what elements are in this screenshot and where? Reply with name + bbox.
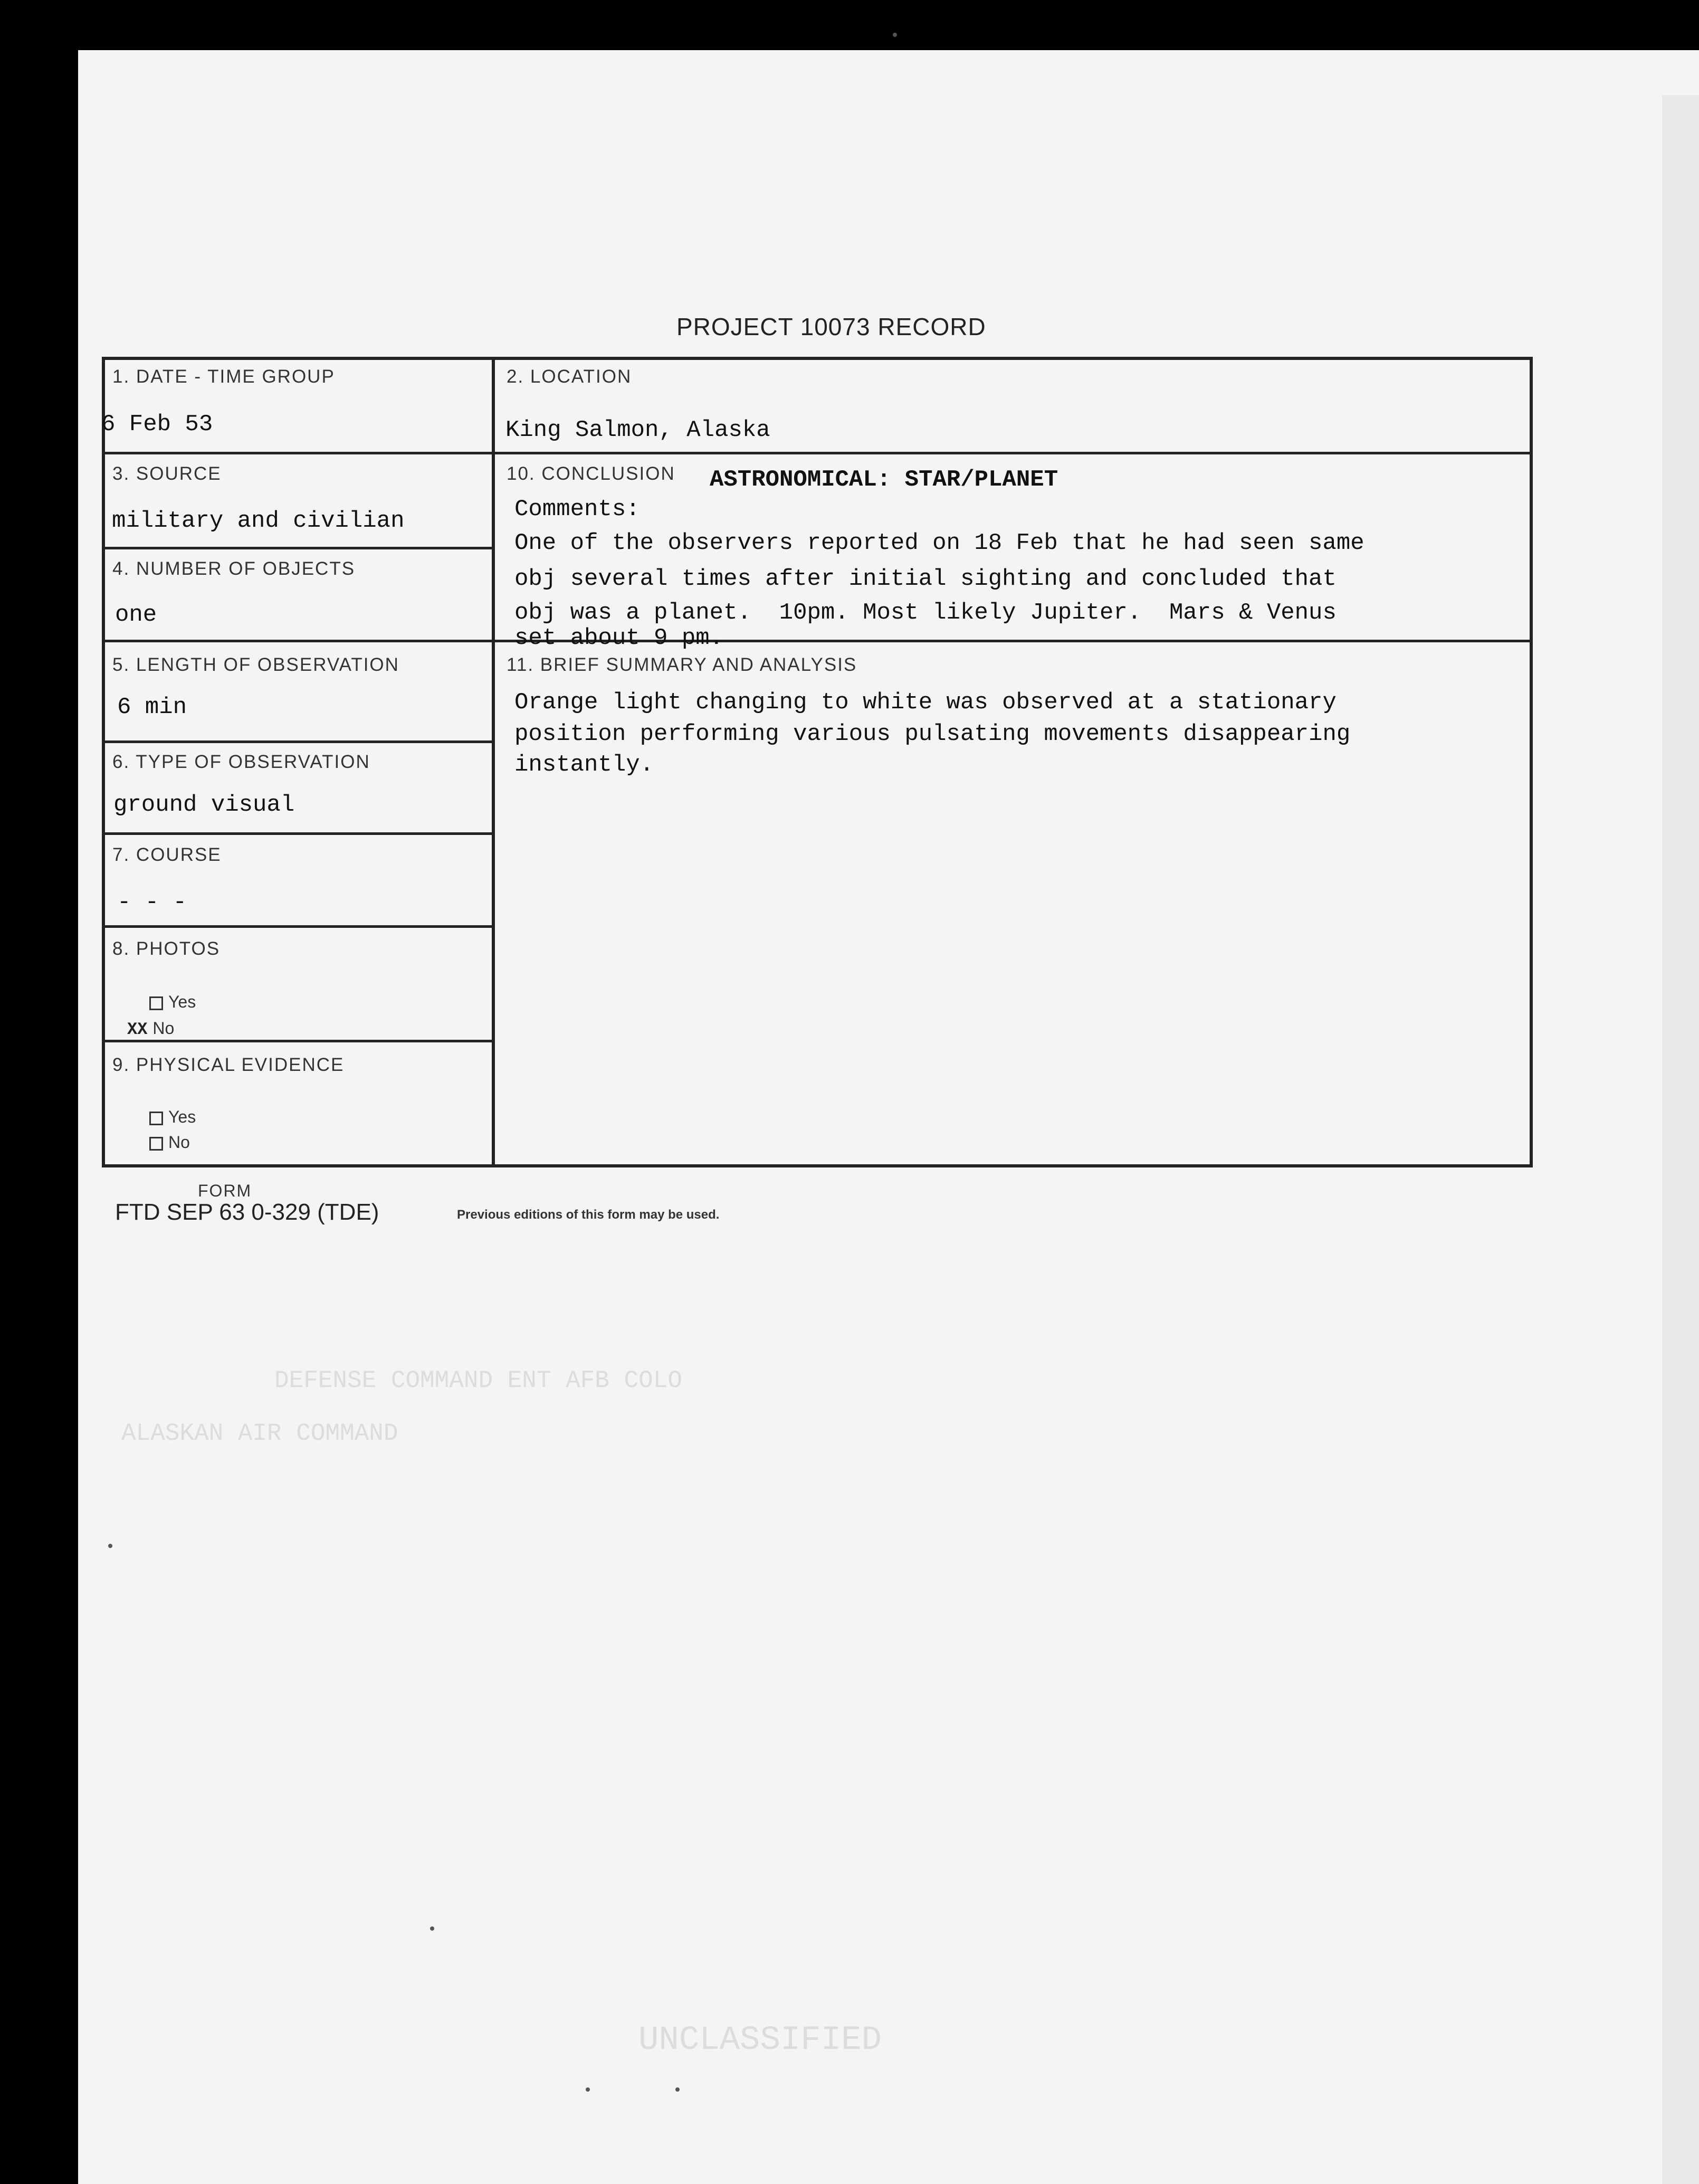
physical-evidence-yes-option [149, 1107, 196, 1127]
row-divider [102, 640, 1533, 642]
footer-form-id: FTD SEP 63 0-329 (TDE) [115, 1199, 379, 1225]
scan-speck [893, 33, 897, 37]
photos-yes-label: Yes [168, 992, 196, 1011]
row-divider [102, 925, 493, 928]
photos-no-option [127, 1019, 174, 1039]
comments-line-4: set about 9 pm. [514, 625, 724, 651]
row-divider [102, 1040, 493, 1042]
summary-line-1: Orange light changing to white was observed at a stationary [514, 689, 1337, 716]
conclusion-value: ASTRONOMICAL: STAR/PLANET [710, 467, 1058, 493]
number-of-objects-label: 4. NUMBER OF OBJECTS [112, 558, 356, 579]
row-divider [102, 832, 493, 835]
scan-speck [586, 2087, 590, 2092]
course-label: 7. COURSE [112, 844, 222, 865]
summary-line-2: position performing various pulsating movements disappearing [514, 721, 1351, 747]
row-divider [102, 452, 1533, 454]
comments-line-2: obj several times after initial sighting and concluded that [514, 566, 1337, 592]
photos-yes-checkbox [149, 996, 163, 1010]
row-divider [102, 547, 493, 549]
scan-speck [675, 2087, 680, 2092]
scan-speck [430, 1926, 434, 1931]
physical-evidence-no-label: No [168, 1133, 190, 1152]
photos-label: 8. PHOTOS [112, 938, 221, 959]
photos-no-label: No [152, 1019, 175, 1038]
course-value: - - - [117, 889, 187, 916]
source-value: military and civilian [112, 508, 405, 534]
physical-evidence-label: 9. PHYSICAL EVIDENCE [112, 1055, 345, 1075]
length-of-observation-value: 6 min [117, 694, 187, 720]
physical-evidence-no-checkbox [149, 1137, 163, 1151]
physical-evidence-yes-checkbox [149, 1112, 163, 1125]
comments-line-1: One of the observers reported on 18 Feb that he had seen same [514, 530, 1364, 556]
underlying-sheet-edge [1662, 95, 1699, 2184]
form-title: PROJECT 10073 RECORD [676, 313, 986, 340]
photos-yes-option [149, 992, 196, 1012]
type-of-observation-value: ground visual [113, 792, 295, 818]
ghost-line-3: UNCLASSIFIED [638, 2021, 882, 2059]
photos-no-mark: XX [127, 1020, 148, 1039]
footer-form-word: FORM [198, 1181, 252, 1200]
comments-heading: Comments: [514, 496, 640, 523]
physical-evidence-yes-label: Yes [168, 1107, 196, 1126]
summary-label: 11. BRIEF SUMMARY AND ANALYSIS [507, 654, 857, 675]
type-of-observation-label: 6. TYPE OF OBSERVATION [112, 752, 370, 772]
footer-note: Previous editions of this form may be used. [457, 1208, 720, 1222]
ghost-line-1: DEFENSE COMMAND ENT AFB COLO [274, 1367, 682, 1394]
conclusion-label: 10. CONCLUSION [507, 463, 675, 484]
ghost-line-2: ALASKAN AIR COMMAND [121, 1420, 398, 1447]
summary-line-3: instantly. [514, 752, 654, 778]
number-of-objects-value: one [115, 602, 157, 628]
location-value: King Salmon, Alaska [505, 417, 770, 443]
row-divider [102, 740, 493, 743]
date-time-group-value: 6 Feb 53 [101, 411, 213, 438]
length-of-observation-label: 5. LENGTH OF OBSERVATION [112, 654, 399, 675]
comments-line-3: obj was a planet. 10pm. Most likely Jupiter. Mars & Venus [514, 600, 1337, 626]
column-divider [492, 357, 495, 1167]
scan-speck [108, 1544, 112, 1548]
date-time-group-label: 1. DATE - TIME GROUP [112, 366, 335, 387]
location-label: 2. LOCATION [507, 366, 632, 387]
physical-evidence-no-option [149, 1133, 190, 1152]
source-label: 3. SOURCE [112, 463, 222, 484]
